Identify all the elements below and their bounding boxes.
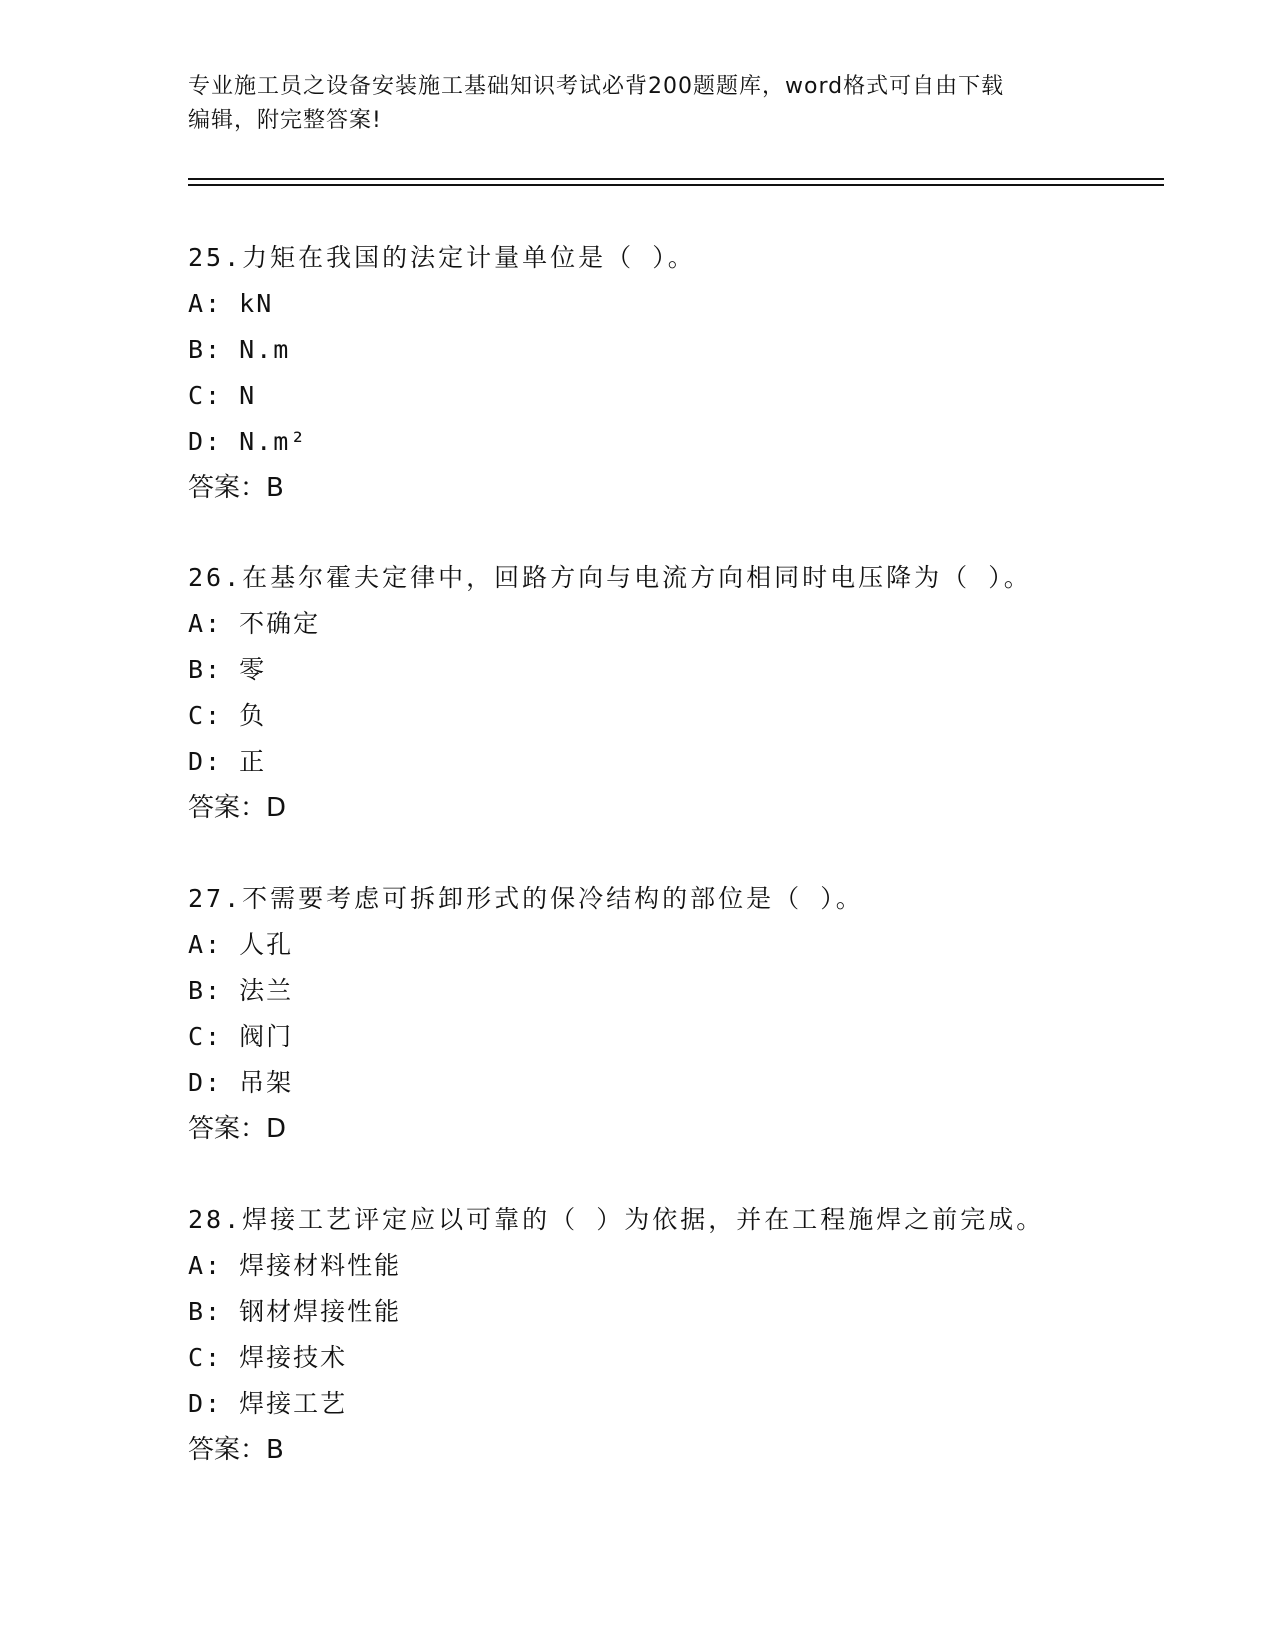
header-divider-top <box>188 178 1164 180</box>
question-stem: 27.不需要考虑可拆卸形式的保冷结构的部位是（ ）。 <box>188 884 864 913</box>
option-a: A: 焊接材料性能 <box>188 1251 402 1280</box>
answer-line: 答案：B <box>188 473 284 503</box>
option-c: C: N <box>188 381 257 410</box>
option-b: B: 零 <box>188 655 267 684</box>
answer-line: 答案：D <box>188 1114 287 1144</box>
option-c: C: 阀门 <box>188 1022 294 1051</box>
question-stem: 28.焊接工艺评定应以可靠的（ ）为依据，并在工程施焊之前完成。 <box>188 1205 1045 1234</box>
answer-line: 答案：D <box>188 793 287 823</box>
option-a: A: 不确定 <box>188 609 321 638</box>
question-block <box>188 876 1188 1152</box>
option-b: B: N.m <box>188 335 291 364</box>
option-c: C: 负 <box>188 701 267 730</box>
header-line-1: 专业施工员之设备安装施工基础知识考试必背200题题库，word格式可自由下载 <box>188 74 1005 99</box>
header-divider-bottom <box>188 184 1164 186</box>
question-block <box>188 235 1188 511</box>
option-d: D: 焊接工艺 <box>188 1389 348 1418</box>
option-b: B: 钢材焊接性能 <box>188 1297 402 1326</box>
answer-line: 答案：B <box>188 1435 284 1465</box>
option-d: D: 正 <box>188 747 267 776</box>
option-d: D: 吊架 <box>188 1068 294 1097</box>
option-a: A: 人孔 <box>188 930 294 959</box>
header-line-2: 编辑，附完整答案! <box>188 108 382 133</box>
option-a: A: kN <box>188 289 274 318</box>
document-header <box>188 70 1088 138</box>
option-b: B: 法兰 <box>188 976 294 1005</box>
option-c: C: 焊接技术 <box>188 1343 348 1372</box>
question-block <box>188 1197 1188 1473</box>
question-block <box>188 555 1188 831</box>
option-d: D: N.m² <box>188 427 308 456</box>
question-stem: 26.在基尔霍夫定律中，回路方向与电流方向相同时电压降为（ ）。 <box>188 563 1032 592</box>
question-stem: 25.力矩在我国的法定计量单位是（ ）。 <box>188 243 696 272</box>
